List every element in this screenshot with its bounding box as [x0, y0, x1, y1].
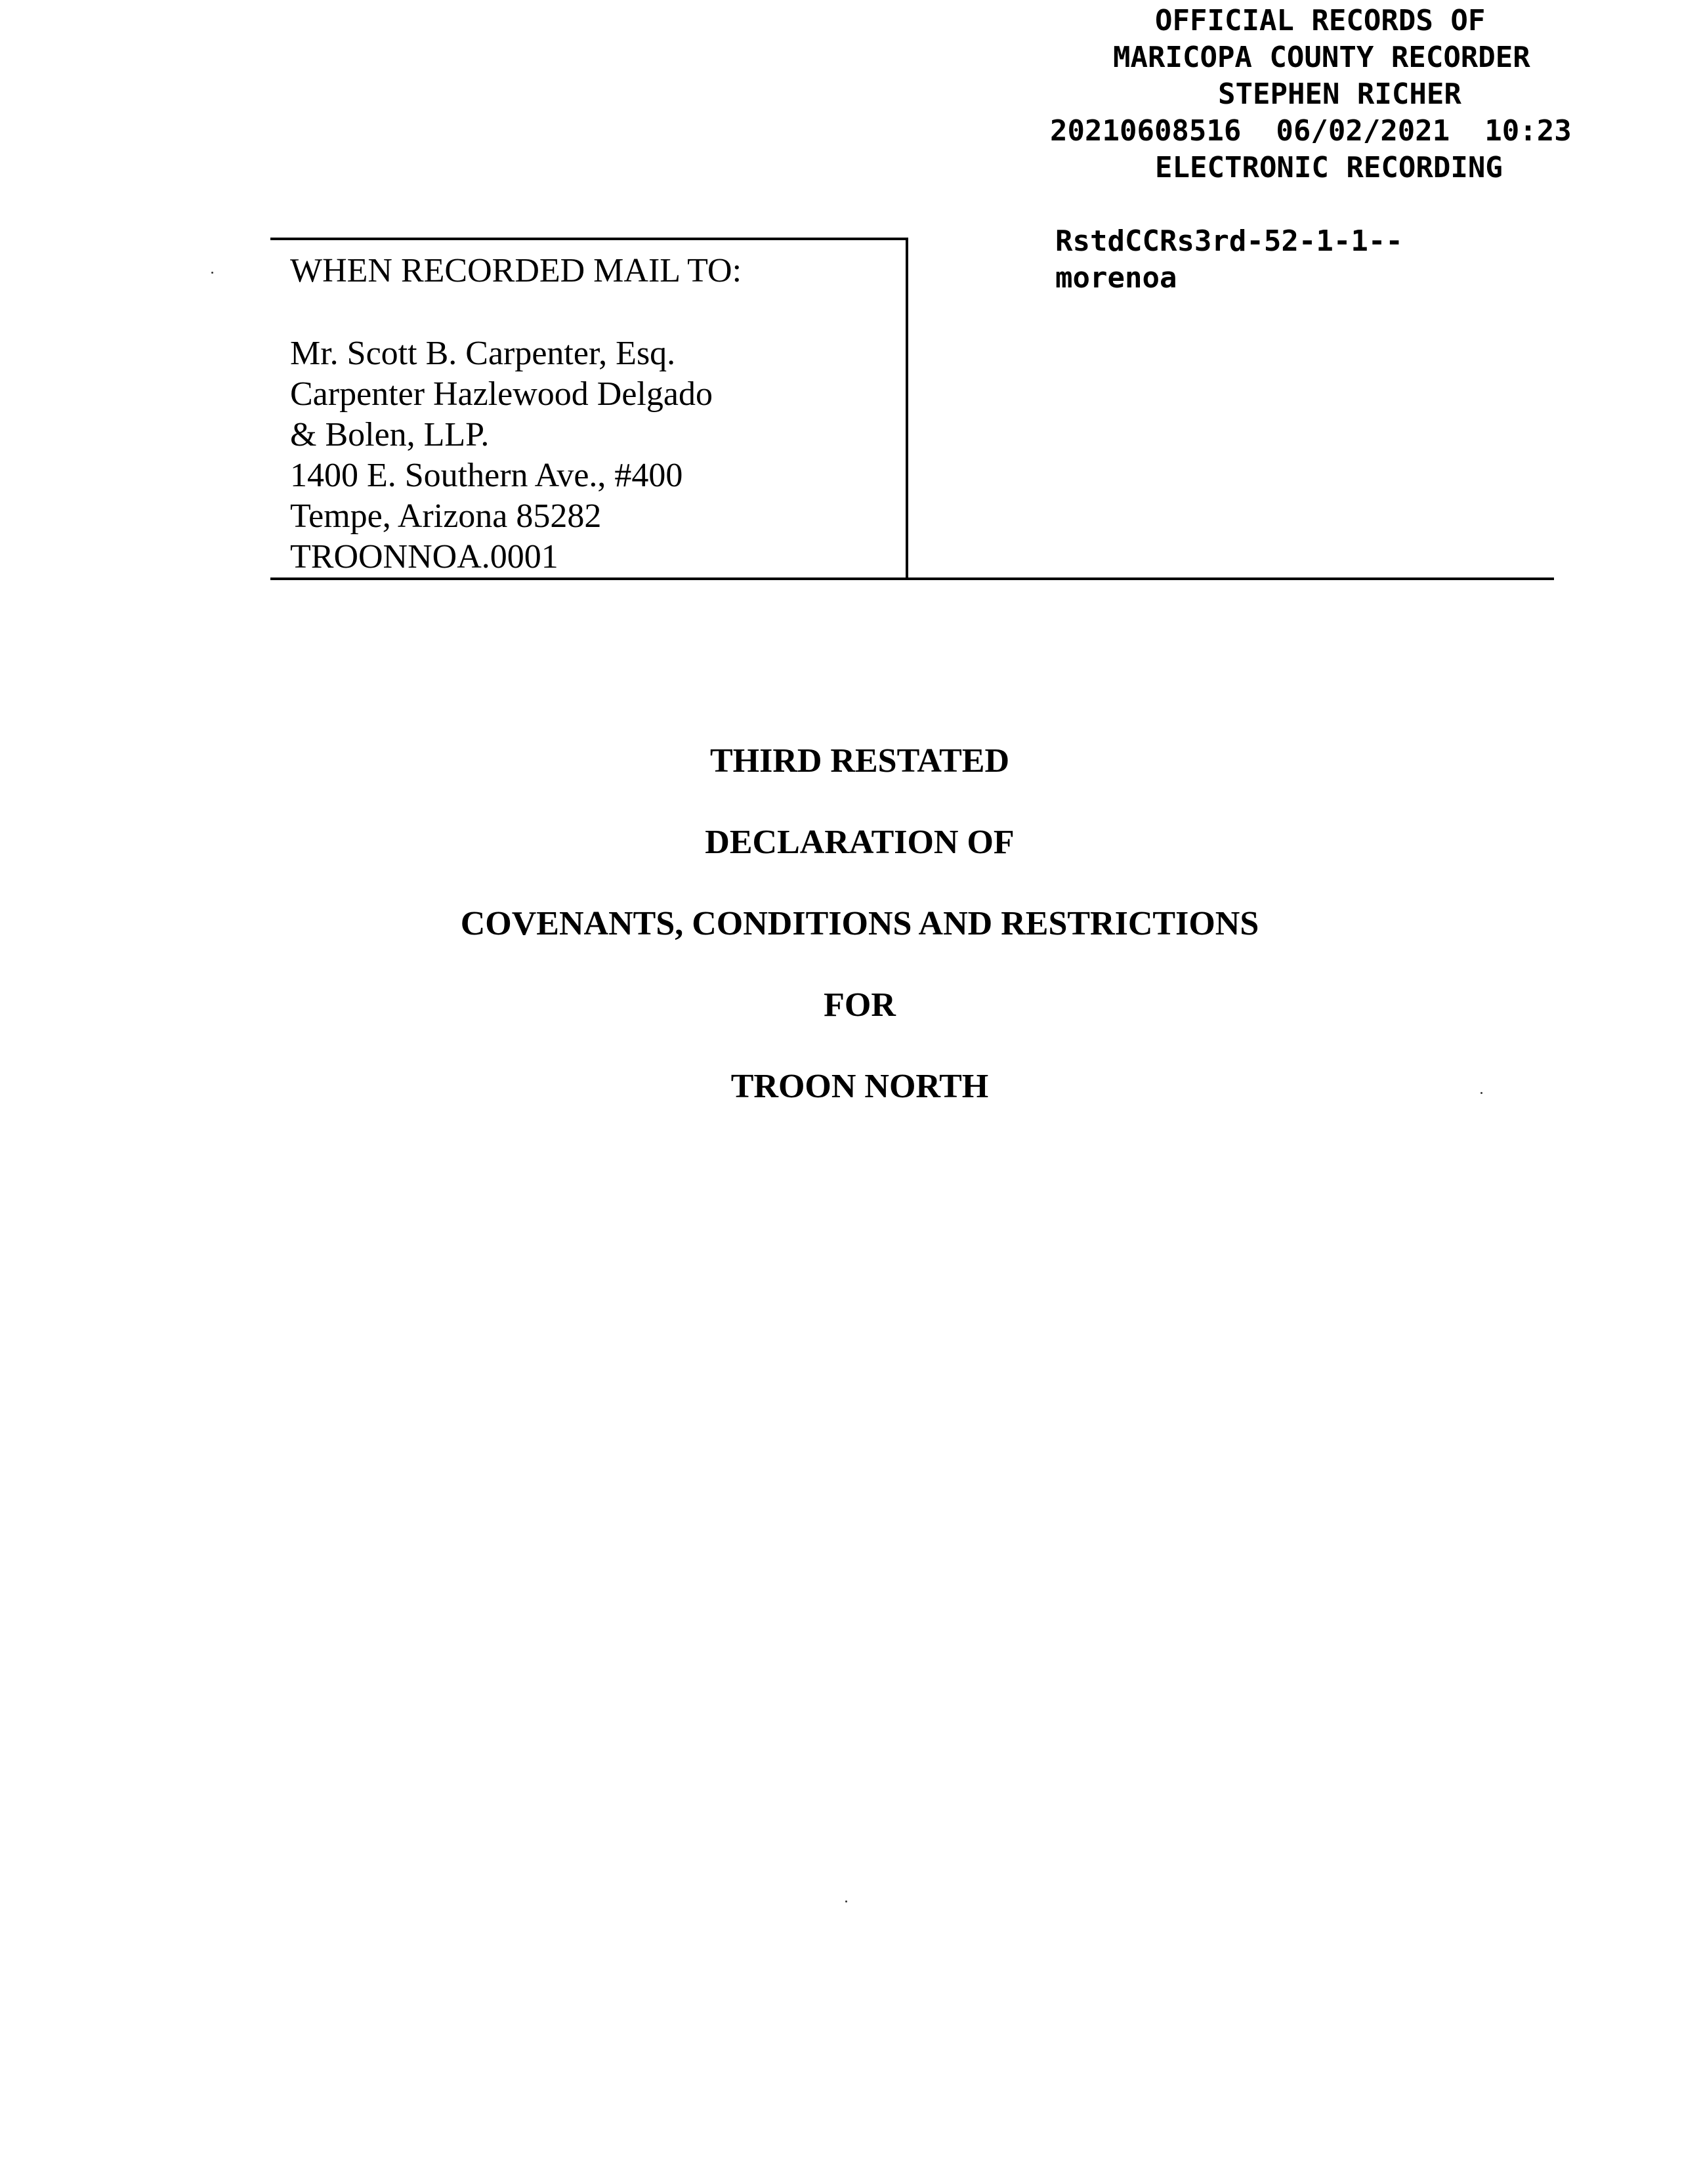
document-code: [1055, 223, 1403, 297]
scan-speck: [211, 272, 213, 274]
document-code-line-2: morenoa: [1055, 261, 1177, 295]
title-line-4: FOR: [824, 986, 896, 1024]
stamp-line-recorder-name: STEPHEN RICHER: [1218, 77, 1461, 111]
stamp-line-official-records: OFFICIAL RECORDS OF: [1155, 4, 1486, 37]
address-line: Mr. Scott B. Carpenter, Esq.: [290, 335, 676, 372]
recorder-stamp: [1024, 3, 1701, 186]
title-line-2: DECLARATION OF: [705, 824, 1015, 861]
scan-speck: [1480, 1092, 1482, 1094]
stamp-line-recording-type: ELECTRONIC RECORDING: [1155, 151, 1503, 184]
address-line: Tempe, Arizona 85282: [290, 497, 602, 535]
title-line-1: THIRD RESTATED: [709, 742, 1010, 780]
address-line: 1400 E. Southern Ave., #400: [290, 457, 683, 494]
stamp-line-record-number-date: 20210608516 06/02/2021 10:23: [1050, 114, 1572, 148]
address-line: TROONNOA.0001: [290, 538, 558, 576]
title-line-5: TROON NORTH: [730, 1068, 989, 1105]
scan-speck: [845, 1900, 847, 1902]
address-line: Carpenter Hazlewood Delgado: [290, 375, 713, 413]
document-code-line-1: RstdCCRs3rd-52-1-1--: [1055, 224, 1403, 258]
header-divider-rule: [270, 578, 1554, 580]
address-line: & Bolen, LLP.: [290, 416, 490, 453]
title-line-3: COVENANTS, CONDITIONS AND RESTRICTIONS: [460, 905, 1259, 942]
mail-to-heading: WHEN RECORDED MAIL TO:: [290, 252, 742, 289]
stamp-line-county-recorder: MARICOPA COUNTY RECORDER: [1113, 41, 1530, 74]
mail-to-address: [290, 333, 713, 578]
